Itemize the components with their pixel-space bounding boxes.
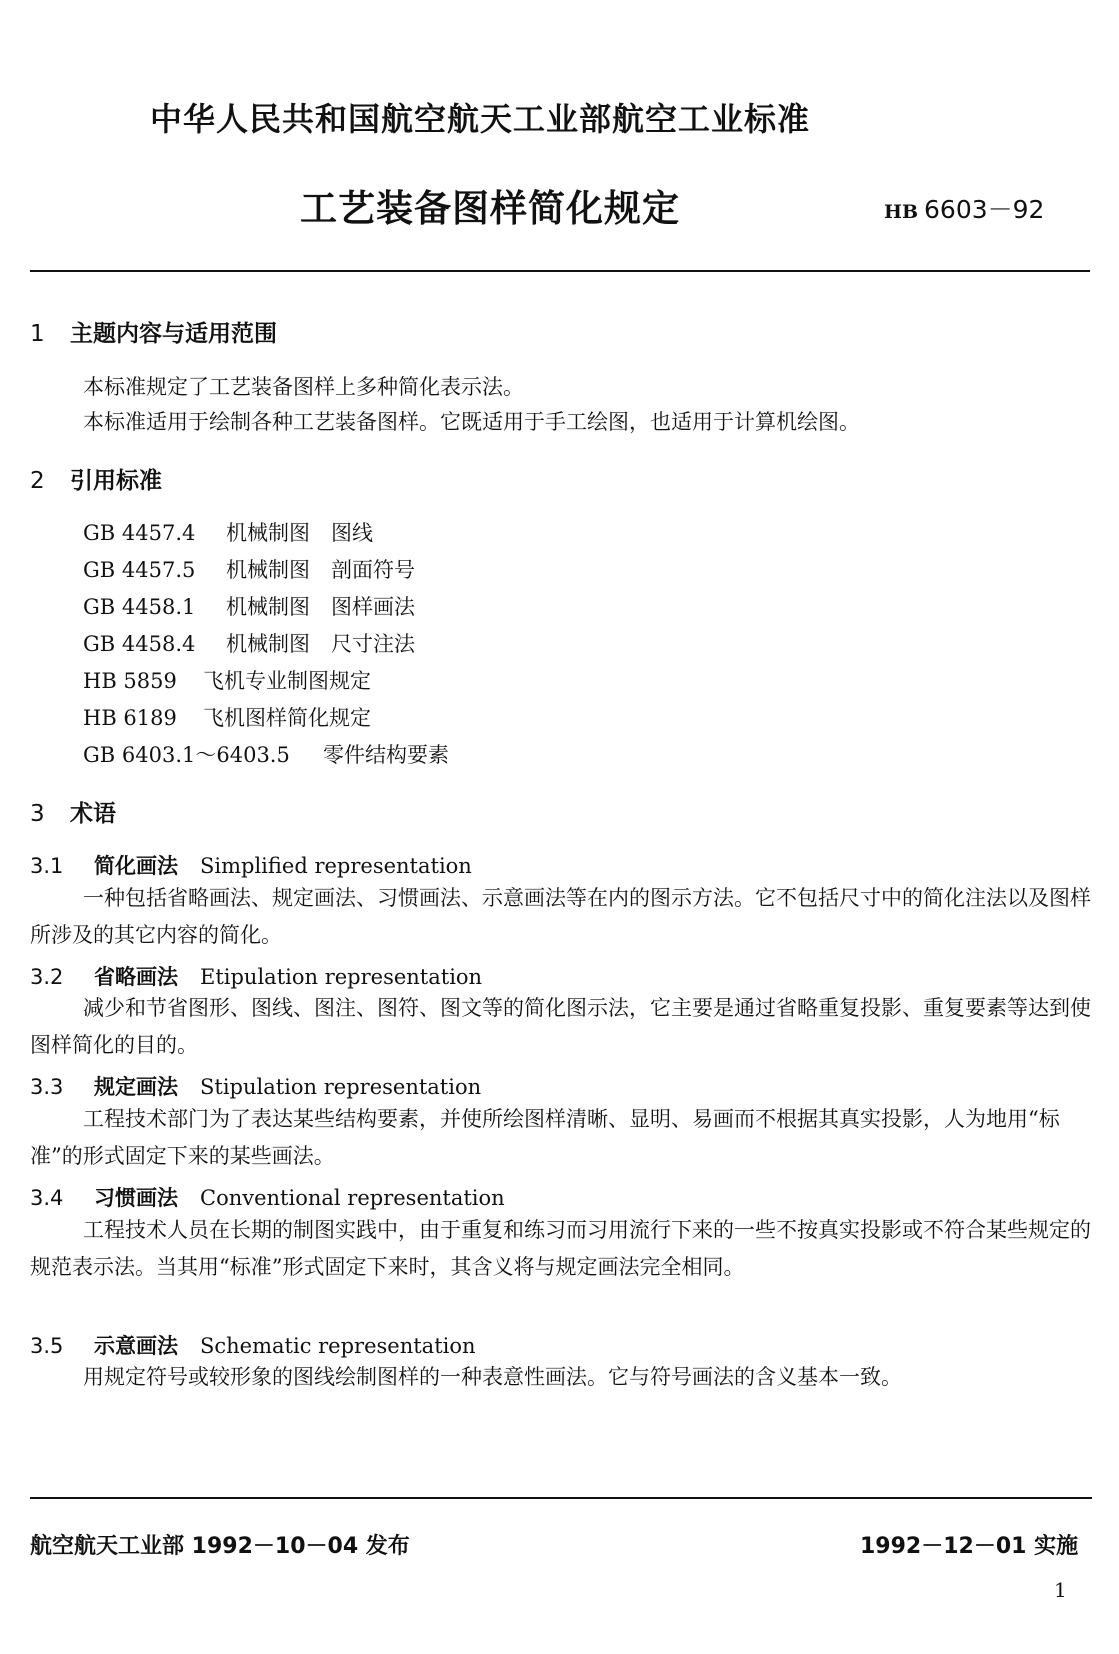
term-number: 3.1 — [30, 854, 64, 878]
section-3-heading — [30, 795, 116, 828]
section-title: 引用标准 — [70, 468, 162, 494]
reference-item — [83, 665, 371, 695]
term-english: Stipulation representation — [200, 1075, 482, 1099]
standard-code: 6603－92 — [924, 195, 1045, 224]
reference-code: HB 6189 — [83, 706, 177, 730]
reference-item — [83, 554, 415, 584]
reference-title: 飞机图样简化规定 — [203, 706, 371, 730]
term-chinese: 示意画法 — [94, 1334, 178, 1358]
reference-code: GB 4457.5 — [83, 558, 196, 582]
term-number: 3.4 — [30, 1186, 64, 1210]
term-english: Etipulation representation — [200, 965, 483, 989]
header-rule — [30, 270, 1090, 272]
footer-rule — [30, 1497, 1092, 1499]
section-number: 3 — [30, 801, 45, 827]
term-heading — [30, 850, 472, 880]
standard-number — [884, 190, 1044, 226]
reference-item — [83, 702, 371, 732]
term-heading — [30, 961, 482, 991]
term-definition: 工程技术人员在长期的制图实践中，由于重复和练习而习用流行下来的一些不按真实投影或不符合某些规定的规范表示法。当其用“标准”形式固定下来时，其含义将与规定画法完全相同。 — [30, 1218, 1091, 1279]
issue-info: 航空航天工业部 1992－10－04 发布 — [30, 1534, 410, 1559]
section-1-heading — [30, 315, 277, 348]
reference-item — [83, 739, 449, 769]
term-heading — [30, 1330, 476, 1360]
term-definition: 用规定符号或较形象的图线绘制图样的一种表意性画法。它与符号画法的含义基本一致。 — [83, 1365, 902, 1389]
section-2-heading — [30, 462, 162, 495]
term-definition: 减少和节省图形、图线、图注、图符、图文等的简化图示法，它主要是通过省略重复投影、重复要素等达到使图样简化的目的。 — [30, 996, 1091, 1057]
reference-code: HB 5859 — [83, 669, 177, 693]
paragraph: 本标准适用于绘制各种工艺装备图样。它既适用于手工绘图，也适用于计算机绘图。 — [83, 410, 860, 434]
paragraph: 本标准规定了工艺装备图样上多种简化表示法。 — [83, 375, 524, 399]
reference-title: 机械制图 尺寸注法 — [226, 632, 415, 656]
term-chinese: 习惯画法 — [94, 1186, 178, 1210]
reference-title: 飞机专业制图规定 — [203, 669, 371, 693]
effective-date: 1992－12－01 实施 — [860, 1534, 1079, 1559]
term-english: Conventional representation — [200, 1186, 505, 1210]
document-title: 工艺装备图样简化规定 — [300, 187, 680, 230]
reference-item — [83, 517, 373, 547]
term-definition: 一种包括省略画法、规定画法、习惯画法、示意画法等在内的图示方法。它不包括尺寸中的简化注法以及图样所涉及的其它内容的简化。 — [30, 886, 1091, 947]
reference-item — [83, 591, 415, 621]
term-number: 3.5 — [30, 1334, 64, 1358]
term-heading — [30, 1071, 481, 1101]
term-number: 3.3 — [30, 1075, 64, 1099]
section-title: 术语 — [70, 801, 116, 827]
term-definition: 工程技术部门为了表达某些结构要素，并使所绘图样清晰、显明、易画而不根据其真实投影，人为地用“标准”的形式固定下来的某些画法。 — [30, 1107, 1060, 1168]
reference-item — [83, 628, 415, 658]
term-number: 3.2 — [30, 965, 64, 989]
section-title: 主题内容与适用范围 — [70, 321, 277, 347]
reference-title: 机械制图 剖面符号 — [226, 558, 415, 582]
term-chinese: 省略画法 — [94, 965, 178, 989]
term-heading — [30, 1182, 505, 1212]
term-chinese: 简化画法 — [94, 854, 178, 878]
reference-code: GB 4458.4 — [83, 632, 196, 656]
term-chinese: 规定画法 — [94, 1075, 178, 1099]
reference-code: GB 4457.4 — [83, 521, 196, 545]
section-number: 2 — [30, 468, 45, 494]
reference-code: GB 6403.1～6403.5 — [83, 743, 290, 767]
term-english: Schematic representation — [200, 1334, 476, 1358]
reference-title: 机械制图 图样画法 — [226, 595, 415, 619]
reference-code: GB 4458.1 — [83, 595, 196, 619]
org-title: 中华人民共和国航空航天工业部航空工业标准 — [150, 100, 811, 138]
term-english: Simplified representation — [200, 854, 472, 878]
standard-prefix: HB — [884, 201, 919, 223]
page-number: 1 — [1054, 1578, 1067, 1602]
reference-title: 零件结构要素 — [323, 743, 449, 767]
reference-title: 机械制图 图线 — [226, 521, 373, 545]
section-number: 1 — [30, 321, 45, 347]
